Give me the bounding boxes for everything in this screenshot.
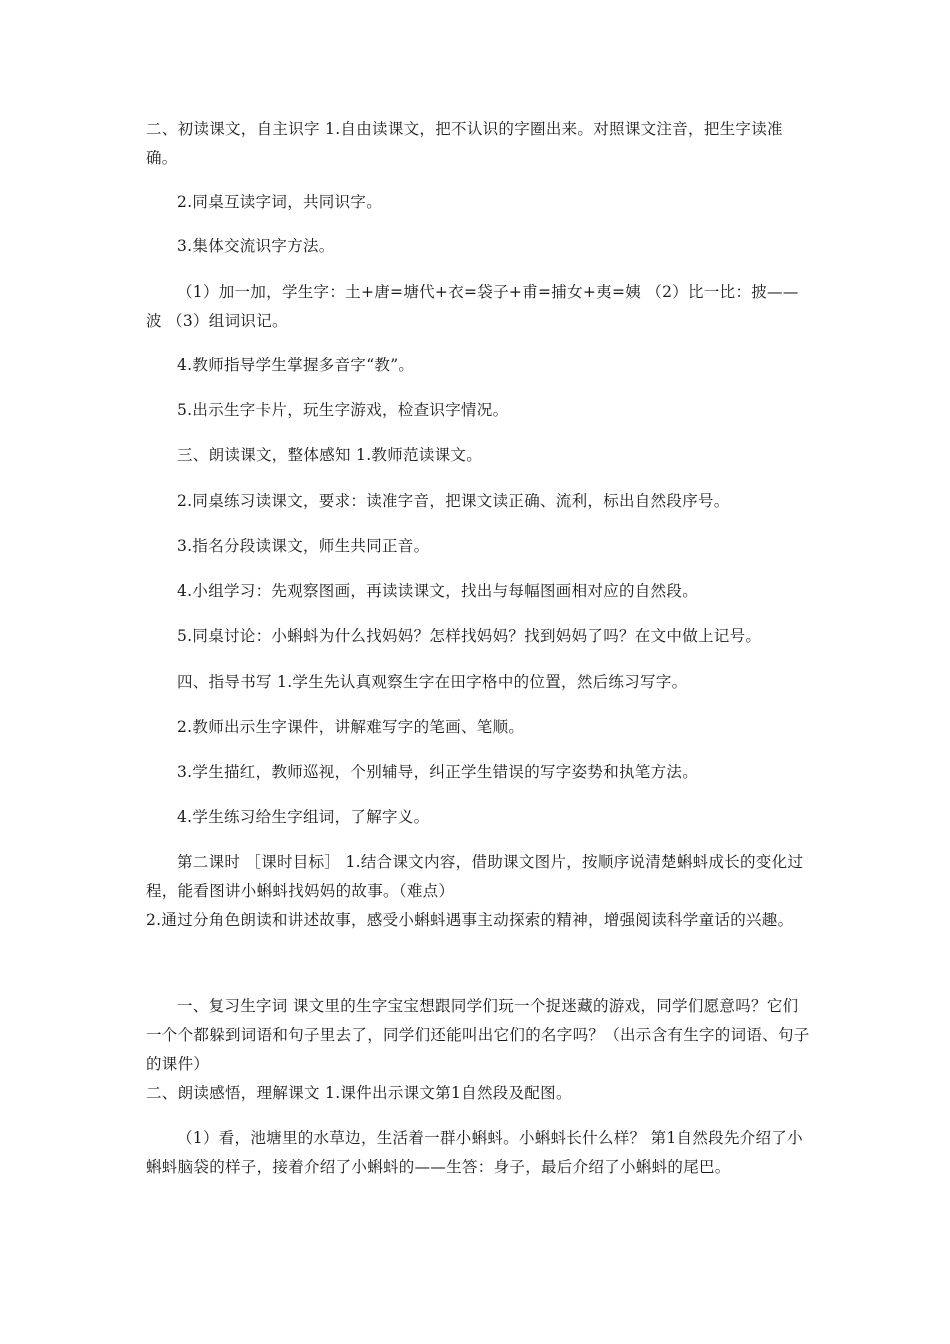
paragraph: 2.教师出示生字课件，讲解难写字的笔画、笔顺。: [177, 718, 525, 736]
paragraph: 4.小组学习：先观察图画，再读读课文，找出与每幅图画相对应的自然段。: [177, 582, 698, 600]
paragraph: 4.教师指导学生掌握多音字“教”。: [177, 356, 415, 374]
paragraph-section-2-heading: 二、初读课文，自主识字 1.自由读课文，把不认识的字圈出来。对照课文注音，把生字读准确。: [146, 120, 783, 167]
paragraph-reading-heading: 二、朗读感悟，理解课文 1.课件出示课文第1自然段及配图。: [146, 1084, 572, 1102]
paragraph: 5.同桌讨论：小蝌蚪为什么找妈妈？怎样找妈妈？找到妈妈了吗？在文中做上记号。: [177, 627, 762, 645]
paragraph: 3.指名分段读课文，师生共同正音。: [177, 537, 430, 555]
paragraph-review-heading: 一、复习生字词 课文里的生字宝宝想跟同学们玩一个捉迷藏的游戏，同学们愿意吗？它们一个个都躲到词语和句子里去了，同学们还能叫出它们的名字吗？（出示含有生字的词语、句子的课件）: [146, 997, 810, 1073]
paragraph: （1）加一加，学生字：土+唐=塘代+衣=袋子+甫=捕女+夷=姨 （2）比一比：披——波 （3）组词识记。: [146, 283, 799, 330]
paragraph-section-4-heading: 四、指导书写 1.学生先认真观察生字在田字格中的位置，然后练习写字。: [177, 673, 688, 691]
paragraph: 3.学生描红，教师巡视，个别辅导，纠正学生错误的写字姿势和执笔方法。: [177, 763, 698, 781]
paragraph-section-3-heading: 三、朗读课文，整体感知 1.教师范读课文。: [177, 446, 483, 464]
paragraph: 3.集体交流识字方法。: [177, 237, 335, 255]
paragraph: 2.通过分角色朗读和讲述故事，感受小蝌蚪遇事主动探索的精神，增强阅读科学童话的兴趣。: [146, 911, 794, 929]
paragraph: 2.同桌练习读课文，要求：读准字音，把课文读正确、流利，标出自然段序号。: [177, 492, 730, 510]
paragraph: 4.学生练习给生字组词，了解字义。: [177, 808, 430, 826]
paragraph-lesson-2-heading: 第二课时 ［课时目标］ 1.结合课文内容，借助课文图片，按顺序说清楚蝌蚪成长的变化过程，能看图讲小蝌蚪找妈妈的故事。（难点）: [146, 853, 804, 900]
paragraph: 2.同桌互读字词，共同识字。: [177, 193, 382, 211]
paragraph: 5.出示生字卡片，玩生字游戏，检查识字情况。: [177, 401, 509, 419]
paragraph: （1）看，池塘里的水草边，生活着一群小蝌蚪。小蝌蚪长什么样？ 第1自然段先介绍了小蝌蚪脑袋的样子，接着介绍了小蝌蚪的——生答：身子，最后介绍了小蝌蚪的尾巴。: [146, 1129, 803, 1176]
